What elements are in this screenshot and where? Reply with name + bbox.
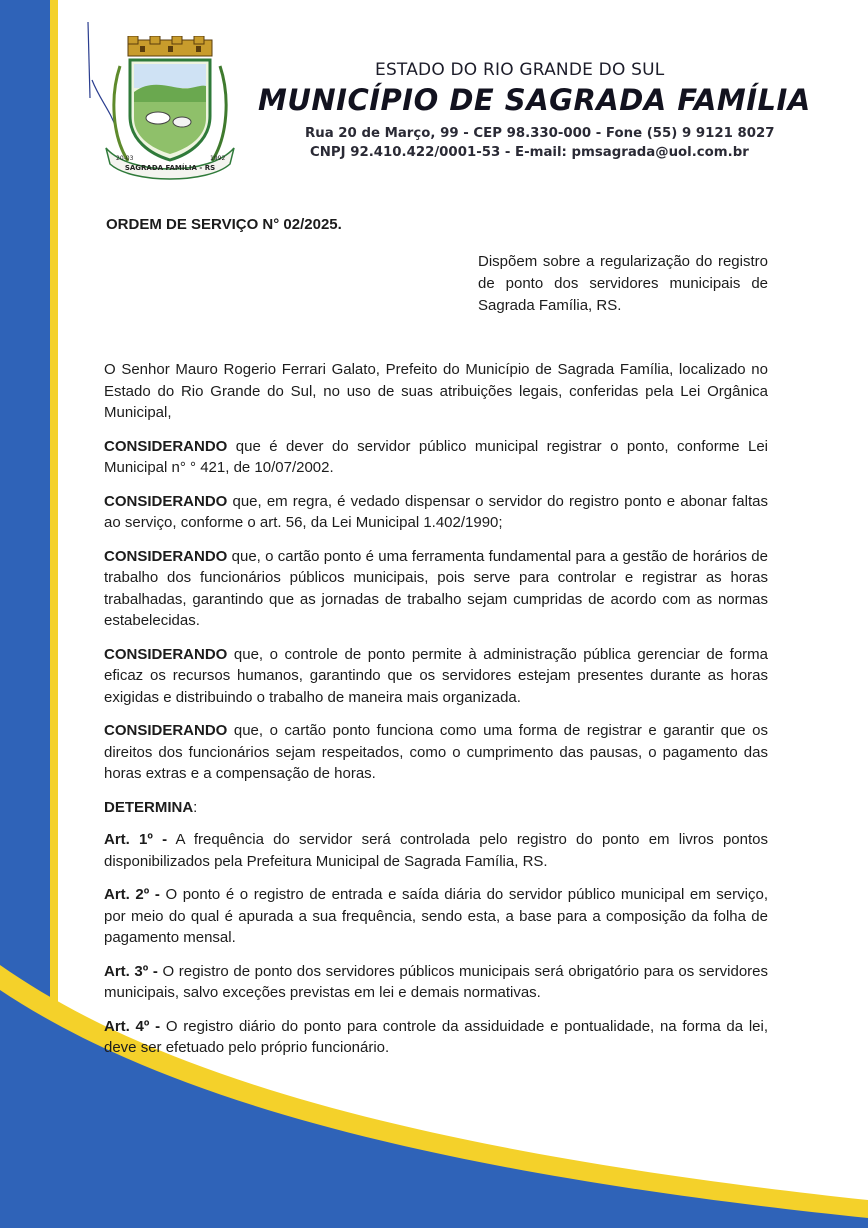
crest-crown (128, 36, 212, 56)
document-body (104, 359, 768, 1071)
document-ementa: Dispõem sobre a regularização do registro de ponto dos servidores municipais de Sagrada Família, RS. (478, 253, 768, 314)
crest-year-right: 1992 (210, 155, 226, 162)
article-label: Art. 2º - (104, 886, 160, 903)
considerando-text: que, o cartão ponto é uma ferramenta fundamental para a gestão de horários de trabalho dos funcionários públicos municipais, pois serve para controlar e registrar as horas trabalhadas, garantindo que as jornadas de trabalho sejam cumpridas de acordo com as normas estabelecidas. (104, 547, 768, 629)
article-text: O ponto é o registro de entrada e saída diária do servidor público municipal em serviço, por meio do qual é apurada a sua frequência, sendo esta, a base para a composição da folha de pagamento mensal. (104, 886, 768, 946)
considerando-text: que é dever do servidor público municipal registrar o ponto, conforme Lei Municipal n° ° 421, de 10/07/2002. (104, 437, 768, 476)
determina-label: DETERMINA (104, 798, 194, 816)
municipal-crest (100, 36, 240, 182)
article-3 (104, 961, 768, 1004)
considerando-5 (104, 720, 768, 785)
document-title: ORDEM DE SERVIÇO N° 02/2025. (106, 216, 342, 233)
preamble: O Senhor Mauro Rogerio Ferrari Galato, Prefeito do Município de Sagrada Família, localizado no Estado do Rio Grande do Sul, no uso de suas atribuições legais, conferidas pela Lei Orgânica Municipal, (104, 361, 768, 421)
considerando-3 (104, 546, 768, 632)
considerando-text: que, o controle de ponto permite à administração pública gerenciar de forma eficaz os recursos humanos, garantindo que os servidores estejam presentes durante as horas exigidas e distribuindo o trabalho de maneira mais organizada. (104, 645, 768, 706)
considerando-1 (104, 436, 768, 479)
crest-sky (134, 64, 206, 88)
article-text: O registro diário do ponto para controle da assiduidade e pontualidade, na forma da lei, deve ser efetuado pelo próprio funcionário. (104, 1017, 769, 1056)
article-label: Art. 3º - (104, 962, 158, 980)
considerando-label: CONSIDERANDO (104, 645, 228, 663)
article-text: O registro de ponto dos servidores públicos municipais será obrigatório para os servidores municipais, salvo exceções previstas em lei e demais normativas. (104, 962, 769, 1001)
crest-hills (134, 85, 206, 102)
handwritten-stroke (88, 22, 90, 98)
header-address: Rua 20 de Março, 99 - CEP 98.330-000 - Fone (55) 9 9121 8027 (305, 126, 775, 141)
considerando-text: que, o cartão ponto funciona como uma forma de registrar e garantir que os direitos dos funcionários sejam respeitados, como o cumprimento das pausas, o pagamento das horas extras e a compensação de horas. (104, 722, 768, 782)
article-1 (104, 829, 768, 872)
header-cnpj-email: CNPJ 92.410.422/0001-53 - E-mail: pmsagrada@uol.com.br (310, 145, 749, 160)
crest-leaf-right (212, 66, 226, 161)
article-text: A frequência do servidor será controlada pelo registro do ponto em livros pontos disponibilizados pela Prefeitura Municipal de Sagrada Família, RS. (104, 831, 768, 870)
crest-wheat-left (114, 66, 128, 161)
determina-suffix: : (193, 798, 198, 816)
crest-ribbon-text: SAGRADA FAMÍLIA - RS (124, 164, 216, 172)
article-label: Art. 4º - (104, 1017, 161, 1035)
article-label: Art. 1º - (104, 831, 168, 848)
considerando-label: CONSIDERANDO (104, 437, 228, 455)
crest-year-left: 20-03 (116, 155, 134, 162)
considerando-2 (104, 491, 768, 534)
considerando-4 (104, 644, 768, 709)
considerando-label: CONSIDERANDO (104, 722, 228, 739)
crest-cow-icon (146, 112, 170, 124)
considerando-label: CONSIDERANDO (104, 492, 228, 510)
header-state: ESTADO DO RIO GRANDE DO SUL (375, 60, 665, 80)
article-4 (104, 1016, 768, 1059)
article-2 (104, 884, 768, 949)
determina-heading (104, 797, 768, 819)
header-municipality: MUNICÍPIO DE SAGRADA FAMÍLIA (258, 83, 811, 117)
crest-sheep-icon (173, 117, 191, 127)
considerando-label: CONSIDERANDO (104, 547, 228, 565)
considerando-text: que, em regra, é vedado dispensar o servidor do registro ponto e abonar faltas ao serviço, conforme o art. 56, da Lei Municipal 1.402/1990; (104, 492, 768, 531)
